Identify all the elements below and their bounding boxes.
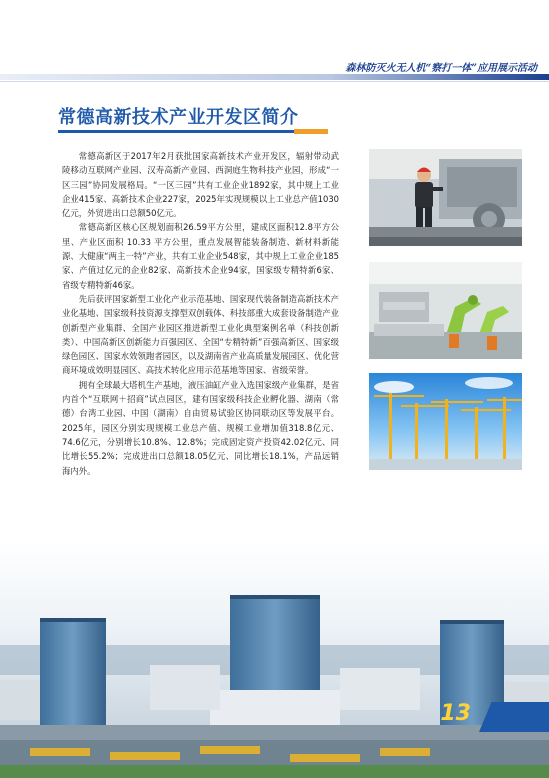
page-title: 常德高新技术产业开发区简介	[58, 107, 299, 128]
paragraph-4: 拥有全球最大塔机生产基地，液压油缸产业入选国家级产业集群，是省内首个“互联网＋招商”试点园区，建有国家级科技企业孵化器、湖南（常德）台湾工业园、中国（湖南）自由贸易试验区协同联动区等发展平台。2025年，园区分别实现规模工业总产值、规模工业增加值318.8亿元、74.6亿元，分别增长10.8%、12.8%；完成固定资产投资42.02亿元、同比增长55.2%；完成进出口总额18.05亿元、同比增长18.1%，产品远销海内外。	[62, 379, 339, 476]
body-text	[62, 149, 339, 478]
header-rule	[0, 74, 549, 80]
header-title: 森林防灭火无人机“察打一体”应用展示活动	[345, 63, 537, 74]
paragraph-2: 常德高新区核心区规划面积26.59平方公里，建成区面积12.8平方公里、产业区面积 10.33 平方公里，重点发展智能装备制造、新材料新能源、大健康“两主一特”产业，共有工业企业548家，其中规上工业企业185家、产值过亿元的企业82家、高新技术企业94家，国家级专精特新6家、省级专精特新46家。	[62, 222, 339, 290]
page-number: 13	[440, 701, 471, 726]
robotic-arms-illustration	[369, 262, 522, 359]
title-underline-orange	[294, 129, 328, 134]
tower-cranes-illustration	[369, 373, 522, 470]
title-underline-blue	[58, 130, 294, 133]
factory-worker-illustration	[369, 149, 522, 246]
header-rule-thin	[0, 81, 549, 82]
title-underline	[58, 129, 328, 135]
header-band	[0, 0, 549, 78]
paragraph-3: 先后获评国家新型工业化产业示范基地、国家现代装备制造高新技术产业化基地、国家级科技资源支撑型双创载体、科技部重大成套设备制造产业创新型产业集群、全国产业园区推进新型工业化典型案例名单（科技创新类）、中国高新区创新能力百强园区、全国“专精特新”百强高新区、国家级绿色园区、国家水效领跑者园区，以及湖南省产业高质量发展园区、优化营商环境成效明显园区、高技术转化应用示范基地等国家、省级荣誉。	[62, 293, 339, 376]
city-aerial-photo	[0, 540, 549, 778]
photo-tower-cranes	[369, 373, 522, 470]
paragraph-1: 常德高新区于2017年2月获批国家高新技术产业开发区，辐射带动武陵移动互联网产业园、汉寿高新产业园、西洞庭生物科技产业园，形成“一区三园”协同发展格局。“一区三园”共有工业企业1892家，其中规上工业企业415家、高新技术企业227家，2025年实现规模以上工业总产值1030亿元，外贸进出口总额50亿元。	[62, 151, 339, 219]
photo-factory-worker	[369, 149, 522, 246]
city-skyline-illustration	[0, 540, 549, 778]
photo-robotic-arms	[369, 262, 522, 359]
